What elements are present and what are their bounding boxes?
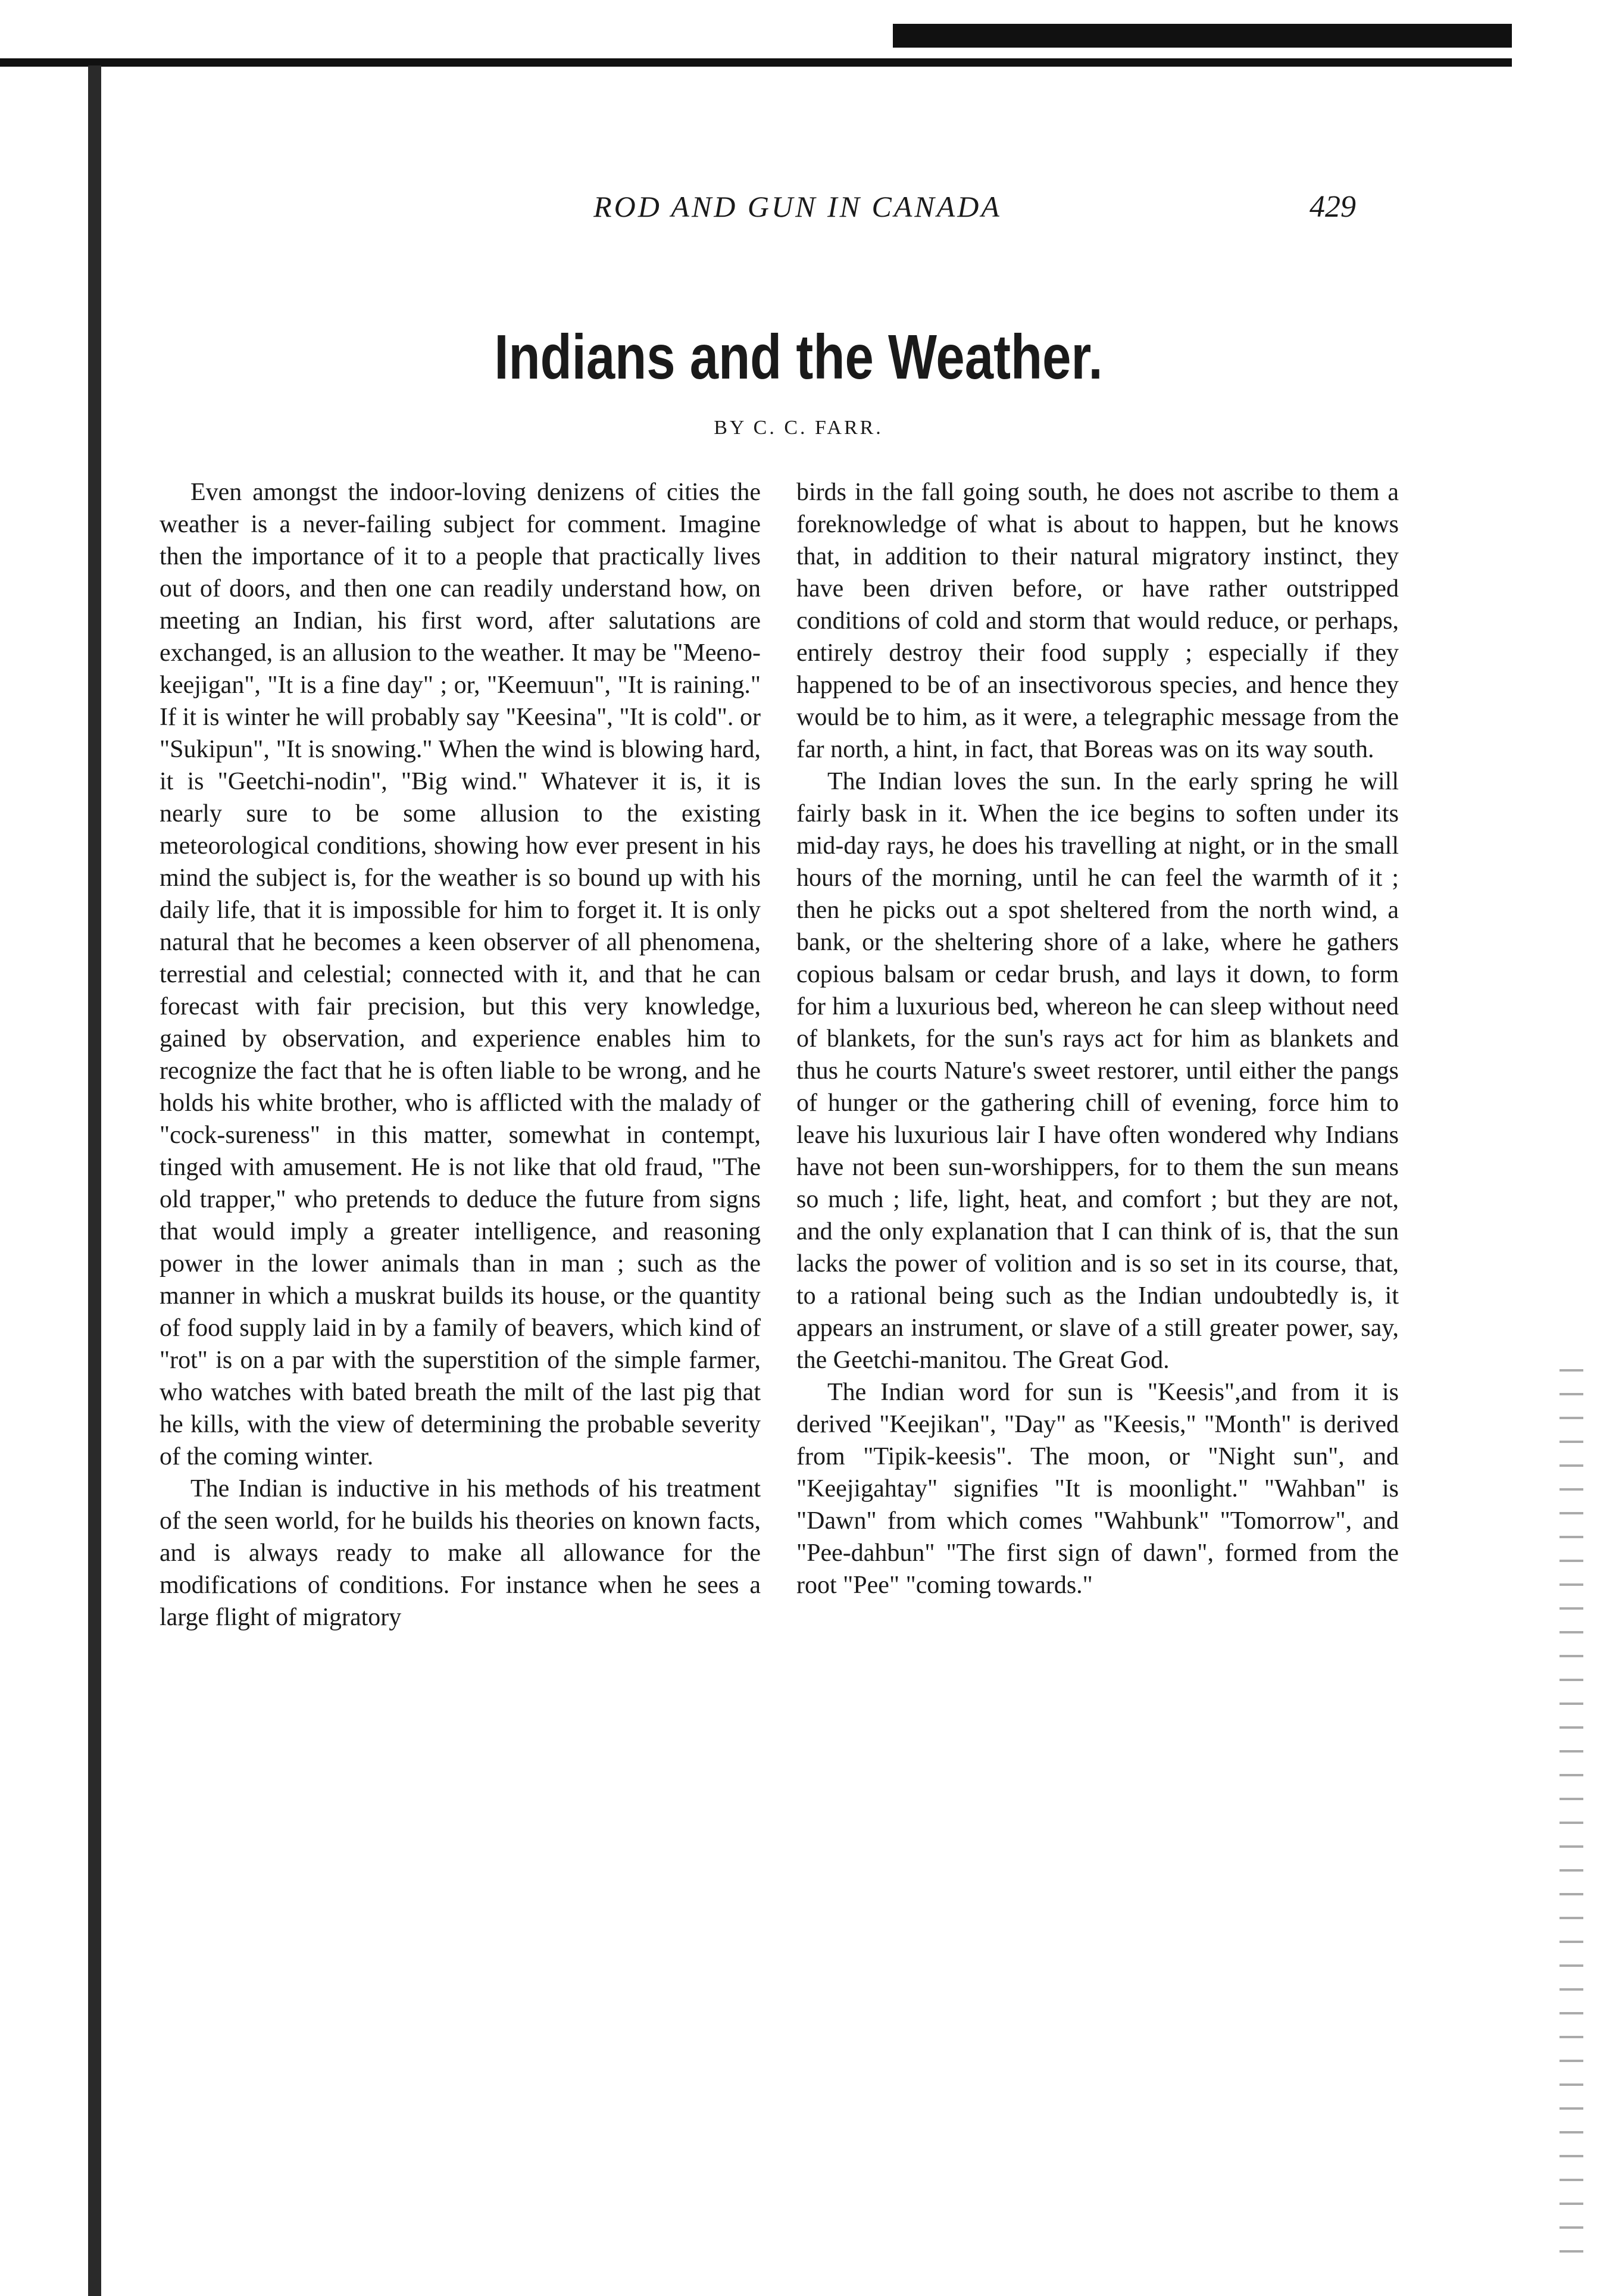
paragraph: The Indian is inductive in his methods of his treatment of the seen world, for he builds his theories on known facts, and is always ready to make all allowance for the modifications of conditions. For instance when he sees a large flight of migratory [160, 1475, 761, 1631]
paragraph: The Indian word for sun is "Keesis",and from it is derived "Keejikan", "Day" as "Keesis," "Month" is derived from "Tipik-keesis". The moon, or "Night sun", and "Keejigahtay" signifies "It is moonlight." "Wahban" is "Dawn" from which comes "Wahbunk" "Tomorrow", and "Pee-dahbun" "The first sign of dawn", formed from the root "Pee" "coming towards." [796, 1379, 1399, 1599]
left-column [160, 476, 761, 1633]
article-title: Indians and the Weather. [494, 322, 1103, 392]
scan-border-top-dark [893, 24, 1512, 48]
paragraph: birds in the fall going south, he does not ascribe to them a foreknowledge of what is about to happen, but he knows that, in addition to their natural migratory instinct, they have been driven before, or have rather outstripped conditions of cold and storm that would reduce, or perhaps, entirely destroy their food supply ; especially if they happened to be of an insectivorous species, and hence they would be to him, as it were, a telegraphic message from the far north, a hint, in fact, that Boreas was on its way south. [796, 479, 1399, 763]
paragraph: Even amongst the indoor-loving denizens of cities the weather is a never-failing subject for comment. Imagine then the importance of it to a people that practically lives out of doors, and then one can readily understand how, on meeting an Indian, his first word, after salutations are exchanged, is an allusion to the weather. It may be "Meeno-keejigan", "It is a fine day" ; or, "Keemuun", "It is raining." If it is winter he will probably say "Keesina", "It is cold". or "Sukipun", "It is snowing." When the wind is blowing hard, it is "Geetchi-nodin", "Big wind." Whatever it is, it is nearly sure to be some allusion to the existing meteorological conditions, showing how ever present in his mind the subject is, for the weather is so bound up with his daily life, that it is impossible for him to forget it. It is only natural that he becomes a keen observer of all phenomena, terrestial and celestial; connected with it, and that he can forecast with fair precision, but this very knowledge, gained by observation, and experience enables him to recognize the fact that he is often liable to be wrong, and he holds his white brother, who is afflicted with the malady of "cock-sureness" in this matter, somewhat in contempt, tinged with amusement. He is not like that old fraud, "The old trapper," who pretends to deduce the future from signs that would imply a greater intelligence, and reasoning power in the lower animals than in man ; such as the manner in which a muskrat builds its house, or the quantity of food supply laid in by a family of beavers, which kind of "rot" is on a par with the superstition of the simple farmer, who watches with bated breath the milt of the last pig that he kills, with the view of determining the probable severity of the coming winter. [160, 479, 761, 1470]
article-byline: BY C. C. FARR. [714, 417, 883, 439]
right-column [796, 476, 1399, 1601]
scan-border-top [0, 58, 1512, 67]
scan-border-left [88, 65, 101, 2296]
page-number: 429 [1310, 190, 1356, 224]
scan-noise-right [1560, 1369, 1583, 2262]
paragraph: The Indian loves the sun. In the early spring he will fairly bask in it. When the ice begins to soften under its mid-day rays, he does his travelling at night, or in the small hours of the morning, until he can feel the warmth of it ; then he picks out a spot sheltered from the north wind, a bank, or the sheltering shore of a lake, where he gathers copious balsam or cedar brush, and lays it down, to form for him a luxurious bed, whereon he can sleep without need of blankets, for the sun's rays act for him as blankets and thus he courts Nature's sweet restorer, until either the pangs of hunger or the gathering chill of evening, force him to leave his luxurious lair I have often wondered why Indians have not been sun-worshippers, for to them the sun means so much ; life, light, heat, and comfort ; but they are not, and the only explanation that I can think of is, that the sun lacks the power of volition and is so set in its course, that, to a rational being such as the Indian undoubtedly is, it appears an instrument, or slave of a still greater power, say, the Geetchi-manitou. The Great God. [796, 768, 1399, 1374]
running-header: ROD AND GUN IN CANADA [593, 190, 1002, 223]
